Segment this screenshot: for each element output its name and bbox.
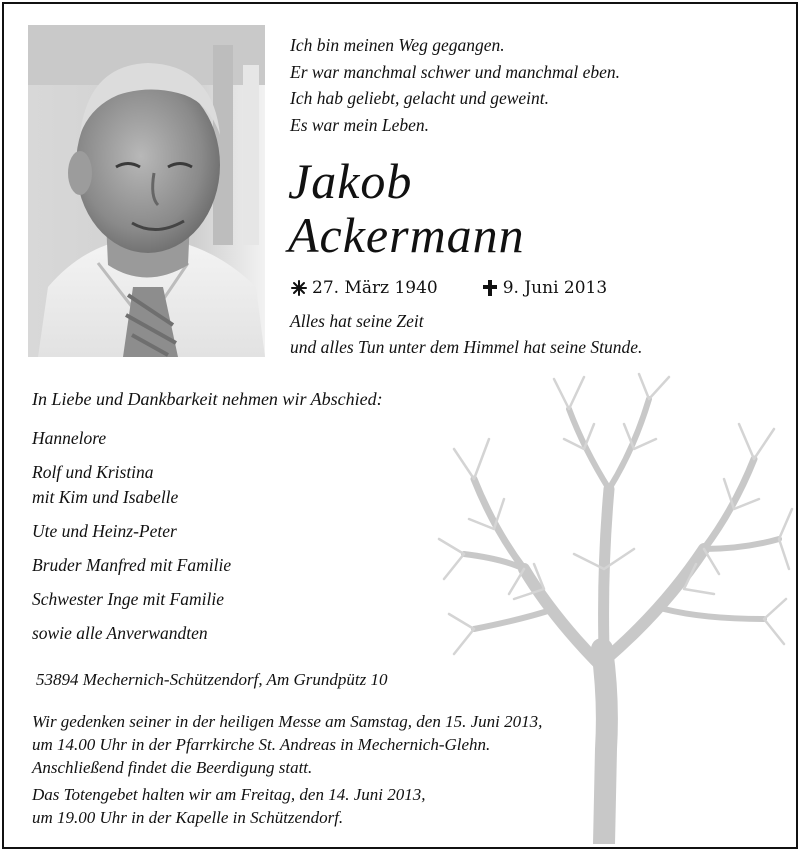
family-member-line: Hannelore [32,428,107,448]
family-member [32,460,231,510]
cross-icon [482,280,498,296]
poem-line: Es war mein Leben. [290,114,430,135]
portrait-image [28,25,265,357]
prayer-line: um 19.00 Uhr in der Kapelle in Schützendorf. [32,808,344,827]
family-member-line: Rolf und Kristina [32,462,154,482]
address: 53894 Mechernich-Schützendorf, Am Grundpütz 10 [36,670,388,689]
family-member [32,621,231,646]
service-notice [32,710,542,829]
mass-line: Wir gedenken seiner in der heiligen Messe am Samstag, den 15. Juni 2013, [32,712,543,731]
family-member-line: mit Kim und Isabelle [32,487,179,507]
family-member-line: Ute und Heinz-Peter [32,521,177,541]
mass-line: Anschließend findet die Beerdigung statt. [32,758,313,777]
poem-line: Er war manchmal schwer und manchmal eben. [290,61,621,82]
portrait-photo [28,25,265,357]
death-date: 9. Juni 2013 [502,278,608,298]
family-member [32,553,231,578]
family-member [32,426,231,451]
family-member-line: Schwester Inge mit Familie [32,589,224,609]
mass-line: um 14.00 Uhr in der Pfarrkirche St. Andreas in Mechernich-Glehn. [32,735,491,754]
family-list [32,426,231,655]
motto-line: Alles hat seine Zeit [290,311,424,331]
prayer-line: Das Totengebet halten wir am Freitag, den 14. Juni 2013, [32,785,426,804]
farewell-heading: In Liebe und Dankbarkeit nehmen wir Abschied: [32,389,383,409]
deceased-name [288,154,525,262]
obituary-notice [2,2,798,849]
motto-line: und alles Tun unter dem Himmel hat seine Stunde. [290,337,643,357]
first-name: Jakob [288,153,413,209]
asterisk-icon [291,280,307,296]
family-member [32,587,231,612]
poem-line: Ich hab geliebt, gelacht und geweint. [290,88,550,108]
family-member-line: Bruder Manfred mit Familie [32,555,232,575]
family-member-line: sowie alle Anverwandten [32,623,208,643]
poem-line: Ich bin meinen Weg gegangen. [290,35,505,55]
birth-date: 27. März 1940 [312,278,438,298]
poem [290,32,790,138]
motto [290,308,642,360]
life-dates [291,276,607,300]
last-name: Ackermann [288,207,525,263]
family-member [32,519,231,544]
